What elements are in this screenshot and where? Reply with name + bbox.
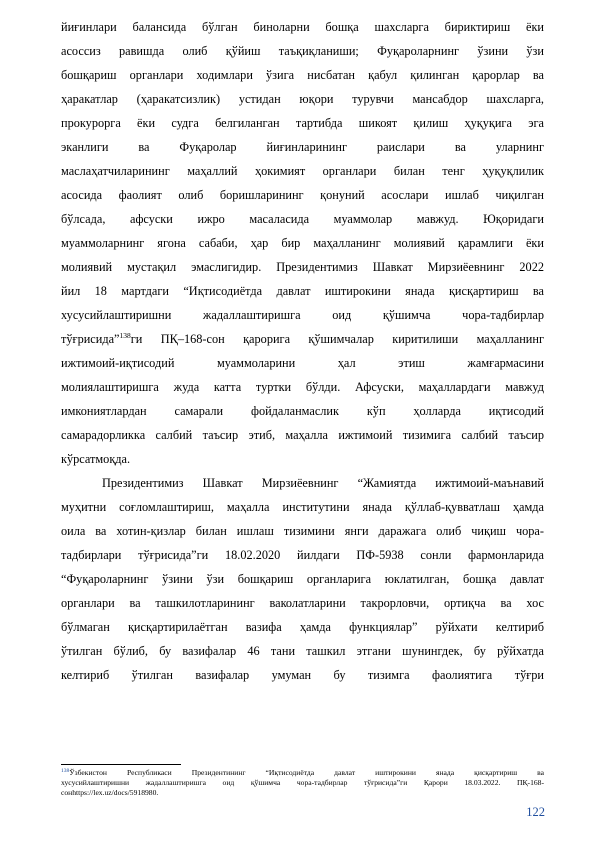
footnote-number: 138: [61, 768, 70, 774]
text-line: бўлсада, афсуски ижро масаласида муаммолар мавжуд. Юқоридаги: [61, 212, 544, 226]
text-line: муҳитни соғломлаштириш, маҳалла институтини янада қўллаб-қувватлаш ҳамда: [61, 500, 544, 514]
text-line: органлари ва ташкилотларининг ваколатларини такрорловчи, ортиқча ва хос: [61, 596, 544, 610]
text-line: имкониятлардан самарали фойдаланмаслик кўп ҳолларда иқтисодий: [61, 404, 544, 418]
page-number: 122: [526, 805, 545, 819]
text-line: кўрсатмоқда.: [61, 452, 131, 466]
text-line: маслаҳатчиларининг маҳаллий ҳокимият органлари билан тенг ҳуқуқлилик: [61, 164, 544, 178]
text-line: прокурорга ёки судга белгиланган тартибда шикоят қилиш ҳуқуқига эга: [61, 116, 544, 130]
text-line: самарадорликка салбий таъсир этиб, маҳалла ижтимоий тизимига салбий таъсир: [61, 428, 544, 442]
text-line: ўтилган бўлиб, бу вазифалар 46 тани ташкил этгани шунингдек, бу рўйхатда: [61, 644, 544, 658]
footnote-text: Ўзбекистон Республикаси Президентининг “Иқтисодиётда давлат иштирокини янада қисқартириш ва: [69, 768, 544, 777]
text-line: оила ва хотин-қизлар билан ишлаш тизимини янги даражага олиб чиқиш чора-: [61, 524, 544, 538]
text-line: Президентимиз Шавкат Мирзиёевнинг “Жамиятда ижтимоий-маънавий: [102, 476, 544, 490]
text-line: “Фуқароларнинг ўзини ўзи бошқариш органларига юклатилган, бошқа давлат: [61, 572, 544, 586]
text-line: ижтимоий-иқтисодий муаммоларини ҳал этиш жамғармасини: [61, 356, 544, 370]
text-line: келтириб ўтилган вазифалар умуман бу тизимга фаолиятига тўғри: [61, 668, 544, 682]
text-line: муаммоларнинг ягона сабаби, ҳар бир маҳалланинг молиявий қарамлиги ёки: [61, 236, 544, 250]
text-line: ҳаракатлар (ҳаракатсизлик) устидан юқори турувчи мансабдор шахсларга,: [61, 92, 544, 106]
text-line: бўлмаган қисқартирилаётган вазифа ҳамда функциялар” рўйхати келтириб: [61, 620, 544, 634]
text-line-with-footnote-ref: [61, 331, 544, 347]
text-line: асосида фаолият олиб боришларининг қонуний асослари ишлаб чиқилган: [61, 188, 544, 202]
text-line: молиялаштиришга жуда катта туртки бўлди. Афсуски, маҳаллардаги мавжуд: [61, 380, 544, 394]
text-segment: тўғрисида”: [61, 332, 120, 346]
text-line: хусусийлаштиришни жадаллаштиришга оид қўшимча чора-тадбирлар: [61, 308, 544, 322]
footnote-line: хусусийлаштиришни жадаллаштиришга оид қўшимча чора-тадбирлар тўғрисида”ги Қарори 18.03.2022. ПҚ-168-: [61, 778, 544, 787]
footnote-link[interactable]: сонhttps://lex.uz/docs/5918980.: [61, 788, 159, 797]
footnote-separator: [61, 764, 181, 765]
text-line: молиявий мустақил эмаслигидир. Президентимиз Шавкат Мирзиёевнинг 2022: [61, 260, 544, 274]
footnote-line: [61, 768, 544, 778]
text-line: йиғинлари балансида бўлган биноларни бошқа шахсларга бириктириш ёки: [61, 20, 544, 34]
footnote-reference[interactable]: 138: [119, 331, 131, 340]
text-segment: ги ПҚ–168-сон қарорига қўшимчалар киритилиши маҳалланинг: [130, 332, 544, 346]
text-line: йил 18 мартдаги “Иқтисодиётда давлат иштирокини янада қисқартириш ва: [61, 284, 544, 298]
text-line: эканлиги ва Фуқаролар йиғинларининг раислари ва уларнинг: [61, 140, 544, 154]
text-line: тадбирлари тўғрисида”ги 18.02.2020 йилдаги ПФ-5938 сонли фармонларида: [61, 548, 544, 562]
text-line: асоссиз равишда олиб қўйиш таъқиқланиши; Фуқароларнинг ўзини ўзи: [61, 44, 544, 58]
text-line: бошқариш органлари ходимлари ўзига нисбатан қабул қилинган қарорлар ва: [61, 68, 544, 82]
